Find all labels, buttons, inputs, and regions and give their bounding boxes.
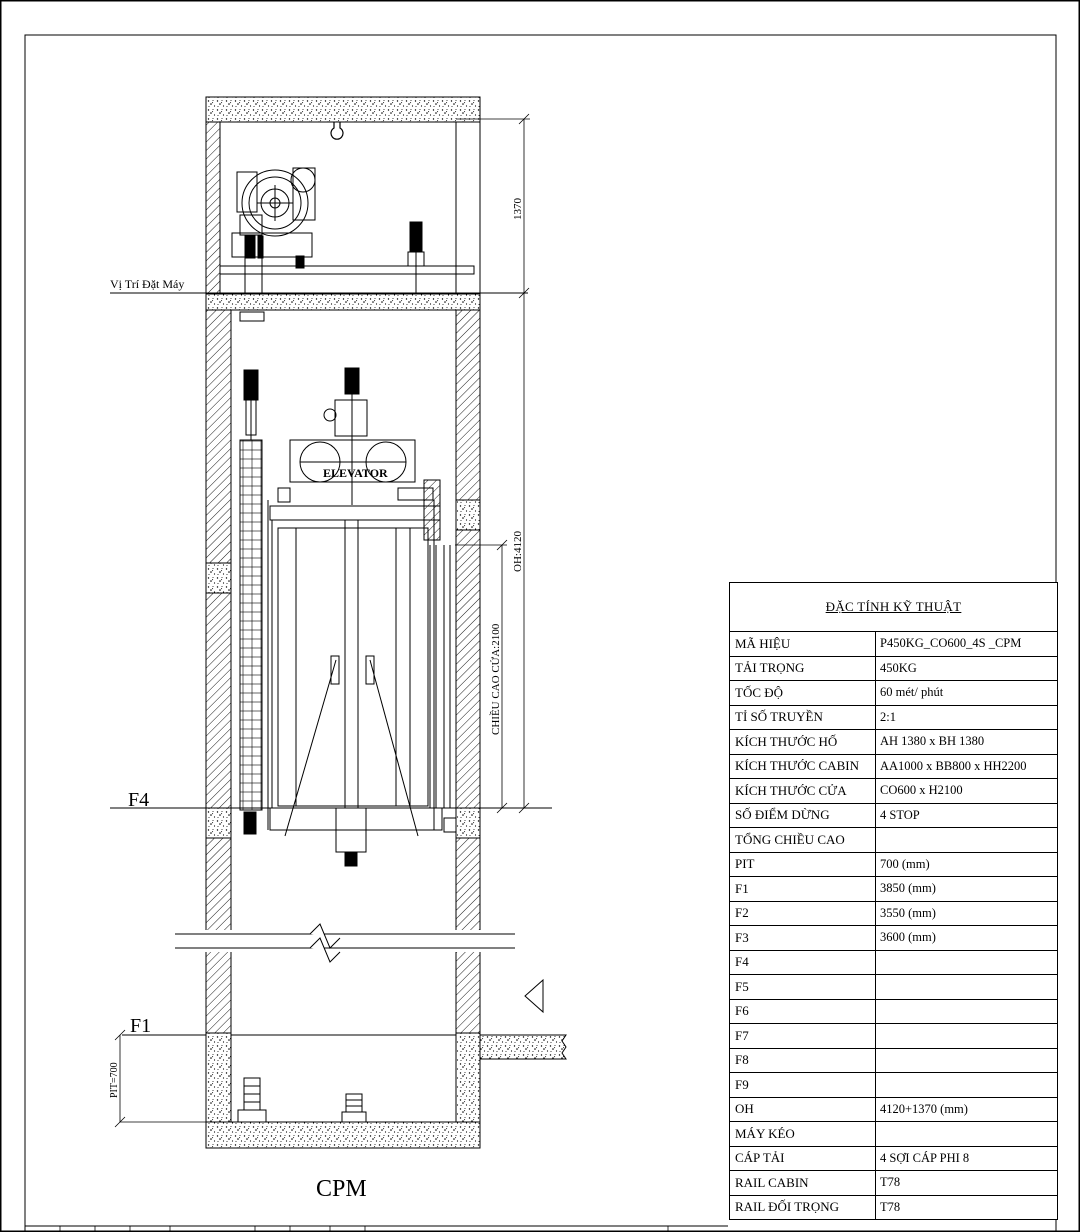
spec-value: 3850 (mm) bbox=[880, 881, 936, 896]
spec-key: F6 bbox=[730, 1000, 876, 1024]
landing-slab bbox=[480, 1035, 566, 1059]
spec-row bbox=[730, 1073, 1057, 1098]
spec-value bbox=[876, 1073, 1057, 1097]
spec-row bbox=[730, 877, 1057, 902]
spec-value: 4120+1370 (mm) bbox=[880, 1101, 968, 1116]
spec-key: F7 bbox=[730, 1024, 876, 1048]
spec-key: F2 bbox=[730, 902, 876, 926]
spec-row bbox=[730, 657, 1057, 682]
machine-position-label: Vị Trí Đặt Máy bbox=[110, 277, 185, 291]
spec-value: T78 bbox=[880, 1175, 901, 1190]
spec-row bbox=[730, 828, 1057, 853]
spec-key: RAIL CABIN bbox=[730, 1171, 876, 1195]
spec-key: OH bbox=[730, 1098, 876, 1122]
dim-1370: 1370 bbox=[512, 198, 524, 220]
spec-row bbox=[730, 706, 1057, 731]
spec-row bbox=[730, 1171, 1057, 1196]
spec-key: TỔNG CHIỀU CAO bbox=[730, 828, 876, 852]
spec-value bbox=[876, 951, 1057, 975]
spec-value: AH 1380 x BH 1380 bbox=[880, 734, 985, 749]
spec-row bbox=[730, 951, 1057, 976]
spec-row bbox=[730, 779, 1057, 804]
spec-value: CO600 x H2100 bbox=[880, 783, 963, 798]
spec-row bbox=[730, 975, 1057, 1000]
spec-key: F5 bbox=[730, 975, 876, 999]
cabin bbox=[244, 506, 442, 866]
spec-key: F1 bbox=[730, 877, 876, 901]
spec-value: 4 STOP bbox=[880, 807, 920, 822]
spec-row bbox=[730, 1196, 1057, 1221]
spec-value: 3600 (mm) bbox=[880, 930, 936, 945]
spec-value: T78 bbox=[880, 1199, 901, 1214]
spec-value bbox=[876, 1049, 1057, 1073]
right-wall bbox=[456, 310, 480, 1033]
spec-key: RAIL ĐỐI TRỌNG bbox=[730, 1196, 876, 1220]
spec-key: F8 bbox=[730, 1049, 876, 1073]
floor-label-f4: F4 bbox=[128, 789, 150, 811]
spec-value bbox=[876, 1000, 1057, 1024]
roof-slab bbox=[206, 97, 480, 122]
spec-value: P450KG_CO600_4S _CPM bbox=[880, 636, 1022, 651]
spec-value: 700 (mm) bbox=[880, 856, 930, 871]
machine-room-floor bbox=[206, 294, 480, 310]
dim-pit: PIT=700 bbox=[109, 1062, 120, 1098]
spec-row bbox=[730, 730, 1057, 755]
spec-value: 60 mét/ phút bbox=[880, 685, 944, 700]
spec-row bbox=[730, 804, 1057, 829]
spec-title: ĐẶC TÍNH KỸ THUẬT bbox=[730, 583, 1057, 632]
spec-key: SỐ ĐIỂM DỪNG bbox=[730, 804, 876, 828]
spec-value: 450KG bbox=[880, 660, 917, 675]
traction-machine bbox=[232, 168, 315, 294]
spec-key: MÃ HIỆU bbox=[730, 632, 876, 656]
spec-key: PIT bbox=[730, 853, 876, 877]
spec-row bbox=[730, 681, 1057, 706]
spec-value bbox=[876, 975, 1057, 999]
spec-row bbox=[730, 853, 1057, 878]
car-top-sheave bbox=[278, 368, 433, 505]
spec-value: AA1000 x BB800 x HH2200 bbox=[880, 758, 1027, 773]
spec-key: KÍCH THƯỚC CABIN bbox=[730, 755, 876, 779]
spec-key: TỈ SỐ TRUYỀN bbox=[730, 706, 876, 730]
spec-row bbox=[730, 1024, 1057, 1049]
left-wall bbox=[206, 310, 231, 1033]
spec-rows bbox=[730, 632, 1057, 1220]
floor-label-f1: F1 bbox=[130, 1015, 152, 1037]
spec-table bbox=[729, 582, 1058, 1220]
drawing-caption: CPM bbox=[316, 1176, 367, 1202]
counterweight bbox=[240, 370, 262, 810]
spec-value bbox=[876, 1024, 1057, 1048]
spec-row bbox=[730, 1000, 1057, 1025]
spec-row bbox=[730, 926, 1057, 951]
spec-key: F9 bbox=[730, 1073, 876, 1097]
spec-key: KÍCH THƯỚC HỐ bbox=[730, 730, 876, 754]
spec-row bbox=[730, 1147, 1057, 1172]
landing-door bbox=[424, 480, 456, 832]
spec-row bbox=[730, 1049, 1057, 1074]
dim-door-height: CHIỀU CAO CỬA:2100 bbox=[490, 623, 502, 735]
spec-row bbox=[730, 632, 1057, 657]
spec-value: 2:1 bbox=[880, 709, 896, 724]
spec-key: MÁY KÉO bbox=[730, 1122, 876, 1146]
lifting-hook bbox=[331, 122, 343, 139]
spec-row bbox=[730, 1098, 1057, 1123]
spec-value: 3550 (mm) bbox=[880, 905, 936, 920]
spec-value bbox=[876, 828, 1057, 852]
spec-row bbox=[730, 1122, 1057, 1147]
spec-row bbox=[730, 902, 1057, 927]
spec-key: CÁP TẢI bbox=[730, 1147, 876, 1171]
pit-floor bbox=[206, 1122, 480, 1148]
spec-key: TỐC ĐỘ bbox=[730, 681, 876, 705]
spec-key: TẢI TRỌNG bbox=[730, 657, 876, 681]
rope-hitch bbox=[408, 222, 424, 294]
spec-value: 4 SỢI CÁP PHI 8 bbox=[880, 1150, 970, 1165]
dim-oh: OH:4120 bbox=[512, 531, 524, 572]
cabin-text: ELEVATOR bbox=[323, 466, 388, 480]
spec-row bbox=[730, 755, 1057, 780]
spec-value bbox=[876, 1122, 1057, 1146]
pit-buffers bbox=[238, 1078, 366, 1122]
spec-key: F4 bbox=[730, 951, 876, 975]
spec-key: F3 bbox=[730, 926, 876, 950]
section-marker bbox=[525, 980, 543, 1012]
spec-key: KÍCH THƯỚC CỬA bbox=[730, 779, 876, 803]
